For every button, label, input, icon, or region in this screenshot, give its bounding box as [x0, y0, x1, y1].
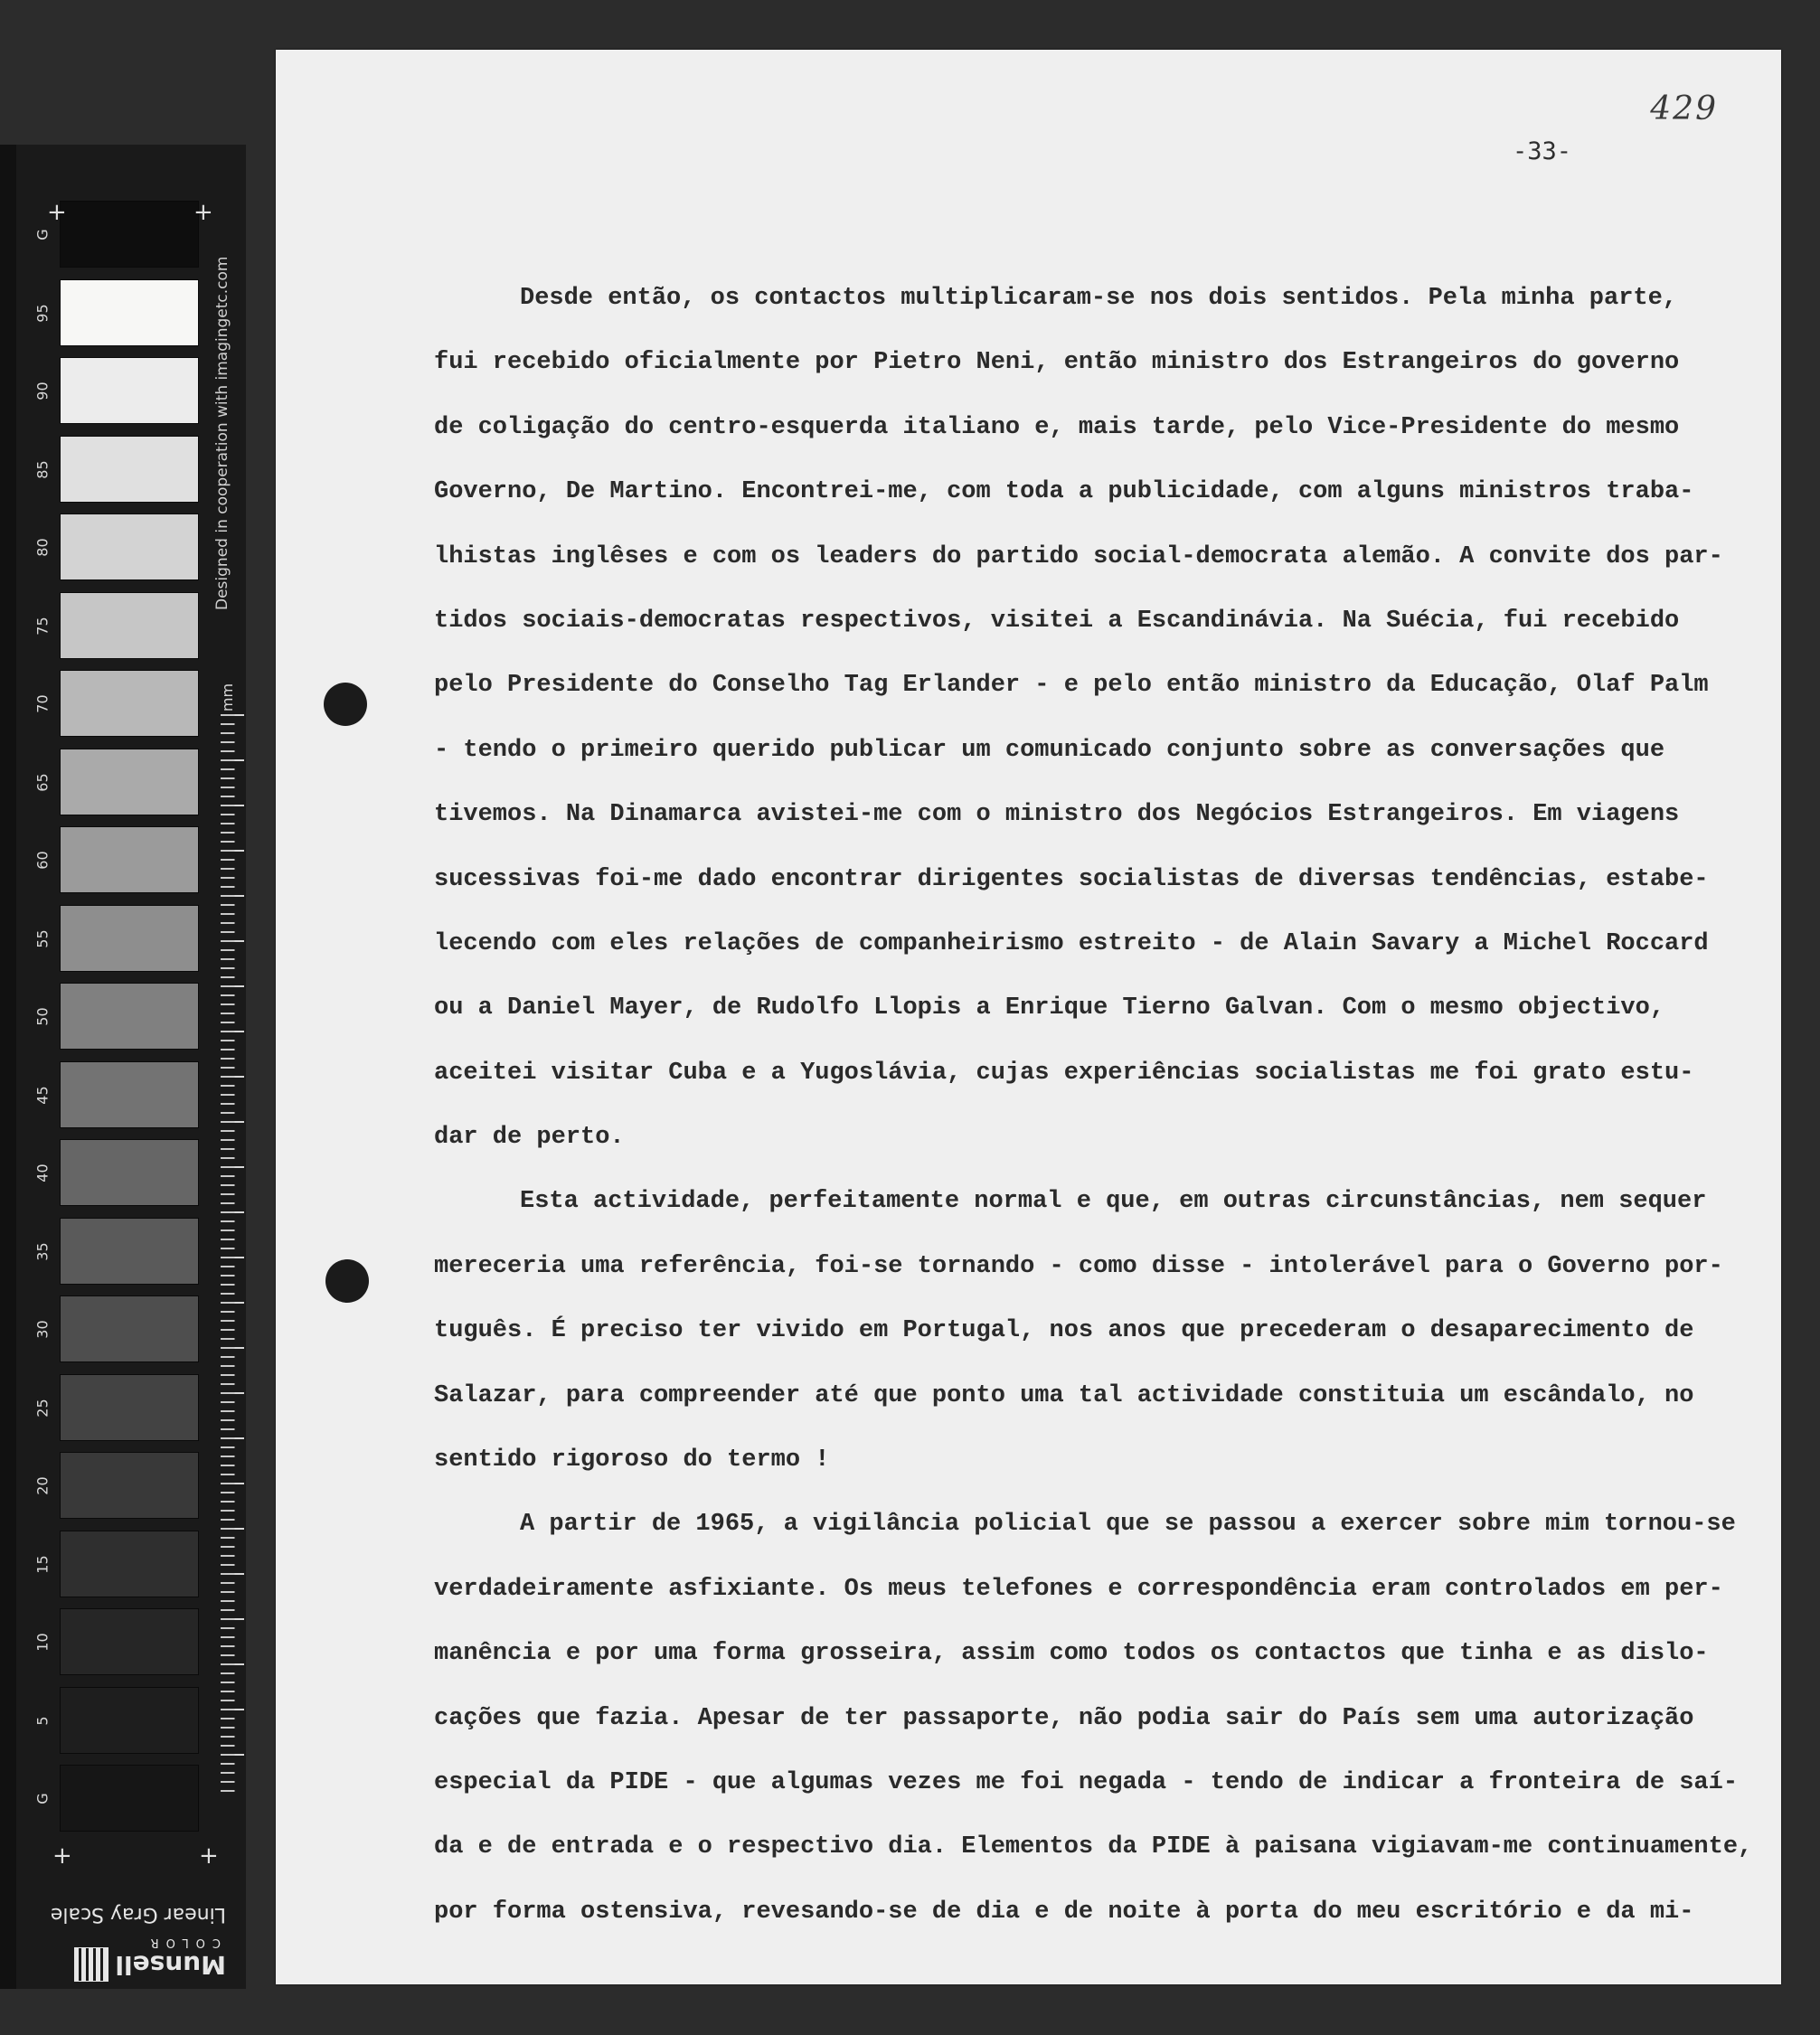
gray-patch-label: 10 [33, 1633, 52, 1652]
gray-patch [60, 357, 199, 424]
gray-patch-label: 45 [33, 1085, 52, 1105]
text-line: lhistas inglêses e com os leaders do partido social-democrata alemão. A convite dos par- [434, 542, 1723, 570]
page-number: -33- [1512, 137, 1571, 165]
gray-patch-label: 70 [33, 694, 52, 713]
gray-patch [60, 1218, 199, 1285]
gray-patch [60, 1687, 199, 1754]
typewritten-body [434, 267, 1753, 1945]
gray-patch-label: 30 [33, 1320, 52, 1339]
gray-patch [60, 749, 199, 815]
gray-patch-label: 90 [33, 382, 52, 400]
handwritten-folio-number: 429 [1650, 90, 1718, 127]
gray-patch-label: 5 [33, 1715, 52, 1726]
text-line: cações que fazia. Apesar de ter passaporte, não podia sair do País sem uma autorização [434, 1704, 1694, 1732]
text-line: fui recebido oficialmente por Pietro Neni, então ministro dos Estrangeiros do governo [434, 349, 1680, 377]
strip-brand [36, 1880, 235, 1989]
gray-patch [60, 592, 199, 659]
product-name: Linear Gray Scale [50, 1903, 226, 1926]
gray-patch-label: 50 [33, 1007, 52, 1026]
registration-mark: + [199, 1842, 219, 1870]
gray-patch [60, 1765, 199, 1832]
credit-text: Designed in cooperation with imagingetc.com [213, 256, 231, 610]
gray-patch-label: 55 [33, 928, 52, 948]
gray-patch-label: 85 [33, 459, 52, 479]
text-line: Esta actividade, perfeitamente normal e que, em outras circunstâncias, nem sequer [520, 1188, 1707, 1216]
text-line: tuguês. É preciso ter vivido em Portugal, nos anos que precederam o desaparecimento de [434, 1317, 1694, 1345]
gray-patch-label: 15 [33, 1554, 52, 1574]
gray-patch-label: 40 [33, 1164, 52, 1182]
ruler-minor-ticks [221, 714, 244, 1799]
gray-patch-label: G [33, 1793, 52, 1804]
text-line: especial da PIDE - que algumas vezes me foi negada - tendo de indicar a fronteira de saí- [434, 1768, 1739, 1796]
text-line: pelo Presidente do Conselho Tag Erlander - e pelo então ministro da Educação, Olaf Palm [434, 672, 1709, 700]
text-line: aceitei visitar Cuba e a Yugoslávia, cujas experiências socialistas me foi grato estu- [434, 1059, 1694, 1087]
gray-patch [60, 1061, 199, 1128]
gray-patch [60, 436, 199, 503]
unit-label: mm [219, 683, 237, 712]
gray-patch-label: 80 [33, 538, 52, 557]
text-line: tidos sociais-democratas respectivos, visitei a Escandinávia. Na Suécia, fui recebido [434, 607, 1680, 635]
gray-patch-label: 75 [33, 616, 52, 636]
gray-patch [60, 1531, 199, 1597]
text-line: tivemos. Na Dinamarca avistei-me com o ministro dos Negócios Estrangeiros. Em viagens [434, 801, 1680, 829]
gray-patch [60, 905, 199, 972]
gray-patch-label: 60 [33, 851, 52, 870]
gray-patch [60, 201, 199, 268]
registration-mark: + [47, 199, 67, 226]
gray-patch [60, 1608, 199, 1675]
punch-hole [325, 1259, 369, 1303]
gray-patch [60, 1374, 199, 1441]
gray-patch [60, 1295, 199, 1362]
registration-mark: + [52, 1842, 72, 1870]
text-line: mereceria uma referência, foi-se tornando - como disse - intolerável para o Governo por- [434, 1252, 1723, 1280]
text-line: dar de perto. [434, 1124, 625, 1152]
text-line: manência e por uma forma grosseira, assim como todos os contactos que tinha e as dislo- [434, 1640, 1709, 1668]
text-line: sucessivas foi-me dado encontrar dirigentes socialistas de diversas tendências, estabe- [434, 865, 1709, 893]
gray-patch-label: 20 [33, 1476, 52, 1495]
text-line: - tendo o primeiro querido publicar um comunicado conjunto sobre as conversações que [434, 736, 1665, 764]
gray-patch-label: 95 [33, 303, 52, 323]
text-line: sentido rigoroso do termo ! [434, 1446, 830, 1474]
gray-patch [60, 826, 199, 893]
gray-patch [60, 513, 199, 580]
gray-patch [60, 983, 199, 1050]
text-line: por forma ostensiva, revesando-se de dia e de noite à porta do meu escritório e da mi- [434, 1898, 1694, 1926]
gray-patch [60, 1139, 199, 1206]
gray-patch-label: G [33, 229, 52, 240]
gray-patch-label: 35 [33, 1241, 52, 1261]
registration-mark: + [193, 199, 213, 226]
document-page [276, 50, 1781, 1984]
text-line: ou a Daniel Mayer, de Rudolfo Llopis a Enrique Tierno Galvan. Com o mesmo objectivo, [434, 994, 1665, 1022]
gray-scale-strip [0, 145, 246, 1989]
munsell-logo-icon [74, 1947, 108, 1982]
gray-patch-label: 25 [33, 1398, 52, 1418]
brand-name: Munsell [115, 1950, 226, 1980]
gray-patch [60, 670, 199, 737]
gray-patch-label: 65 [33, 772, 52, 792]
text-line: Governo, De Martino. Encontrei-me, com toda a publicidade, com alguns ministros traba- [434, 478, 1694, 506]
text-line: verdadeiramente asfixiante. Os meus telefones e correspondência eram controlados em per- [434, 1575, 1723, 1603]
strip-edge [0, 145, 16, 1989]
punch-hole [324, 683, 367, 726]
text-line: lecendo com eles relações de companheirismo estreito - de Alain Savary a Michel Roccard [434, 929, 1709, 957]
text-line: A partir de 1965, a vigilância policial que se passou a exercer sobre mim tornou-se [520, 1511, 1736, 1539]
text-line: Salazar, para compreender até que ponto uma tal actividade constituia um escândalo, no [434, 1381, 1694, 1409]
gray-patch [60, 279, 199, 346]
text-line: da e de entrada e o respectivo dia. Elementos da PIDE à paisana vigiavam-me continuamente, [434, 1833, 1753, 1861]
gray-patch [60, 1452, 199, 1519]
brand-sub: COLOR [143, 1936, 221, 1949]
text-line: Desde então, os contactos multiplicaram-se nos dois sentidos. Pela minha parte, [520, 285, 1678, 312]
text-line: de coligação do centro-esquerda italiano e, mais tarde, pelo Vice-Presidente do mesmo [434, 413, 1680, 441]
